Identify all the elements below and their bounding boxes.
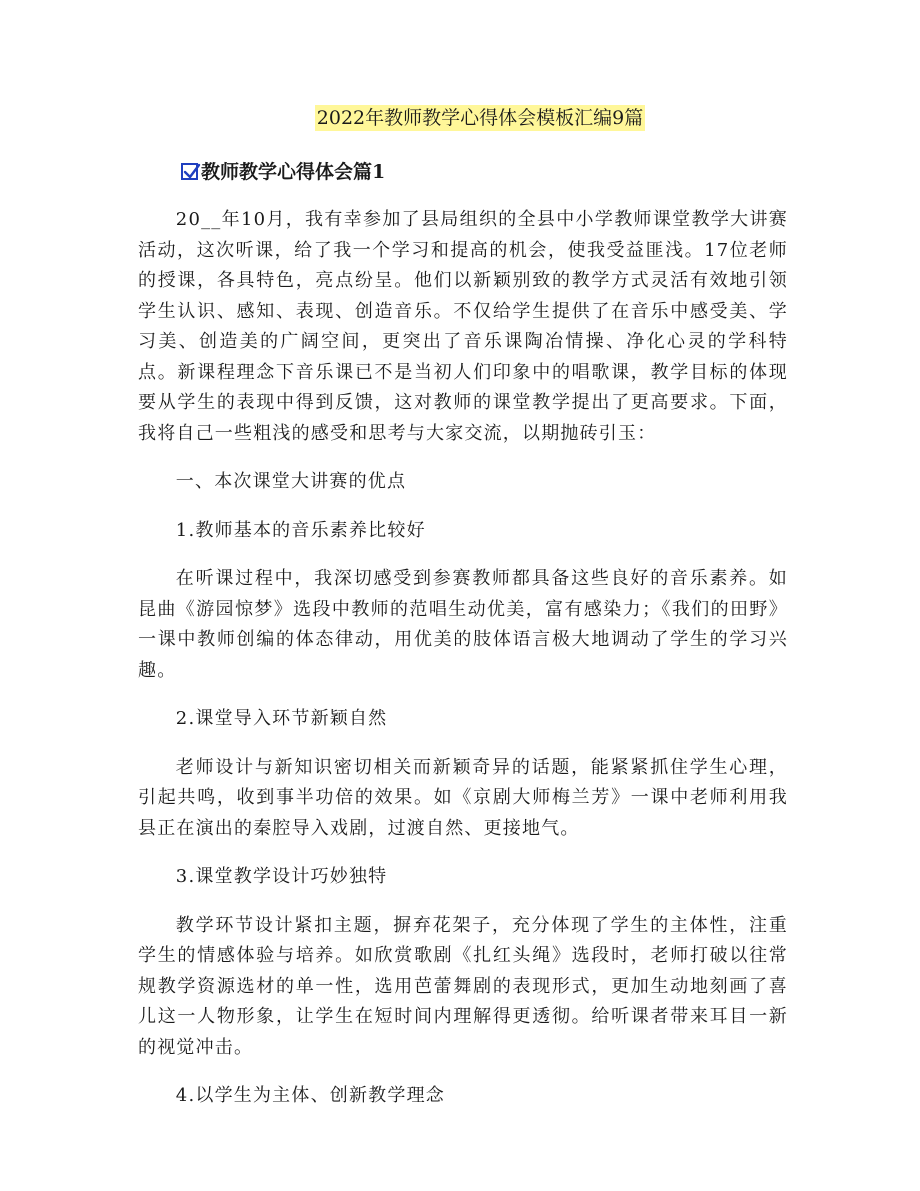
section-heading: [181, 158, 385, 186]
section-heading-text: 教师教学心得体会篇1: [201, 161, 386, 183]
document-title: 2022年教师教学心得体会模板汇编9篇: [316, 107, 644, 129]
checked-box-icon: [181, 163, 198, 180]
paragraph-3: 教学环节设计紧扣主题，摒弃花架子，充分体现了学生的主体性，注重学生的情感体验与培养。如欣赏歌剧《扎红头绳》选段时，老师打破以往常规教学资源选材的单一性，选用芭蕾舞剧的表现形式，更加生动地刻画了喜儿这一人物形象，让学生在短时间内理解得更透彻。给听课者带来耳目一新的视觉冲击。: [138, 914, 788, 1058]
item-heading-4: 4.以学生为主体、创新教学理念: [175, 1085, 445, 1106]
item-heading-1: 1.教师基本的音乐素养比较好: [175, 519, 426, 541]
paragraph-1: 在听课过程中，我深切感受到参赛教师都具备这些良好的音乐素养。如昆曲《游园惊梦》选段中教师的范唱生动优美，富有感染力；《我们的田野》一课中教师创编的体态律动，用优美的肢体语言极大地调动了学生的学习兴趣。: [138, 568, 788, 681]
title-container: [0, 105, 920, 131]
subheading-advantages: 一、本次课堂大讲赛的优点: [175, 471, 407, 492]
paragraph-2: 老师设计与新知识密切相关而新颖奇异的话题，能紧紧抓住学生心理，引起共鸣，收到事半功倍的效果。如《京剧大师梅兰芳》一课中老师利用我县正在演出的秦腔导入戏剧，过渡自然、更接地气。: [138, 756, 788, 839]
document-body: [138, 205, 788, 1112]
item-heading-3: 3.课堂教学设计巧妙独特: [175, 866, 388, 887]
item-heading-2: 2.课堂导入环节新颖自然: [175, 708, 388, 729]
paragraph-intro: 20__年10月，我有幸参加了县局组织的全县中小学教师课堂教学大讲赛活动，这次听课，给了我一个学习和提高的机会，使我受益匪浅。17位老师的授课，各具特色，亮点纷呈。他们以新颖别致的教学方式灵活有效地引领学生认识、感知、表现、创造音乐。不仅给学生提供了在音乐中感受美、学习美、创造美的广阔空间，更突出了音乐课陶冶情操、净化心灵的学科特点。新课程理念下音乐课已不是当初人们印象中的唱歌课，教学目标的体现要从学生的表现中得到反馈，这对教师的课堂教学提出了更高要求。下面，我将自己一些粗浅的感受和思考与大家交流，以期抛砖引玉：: [138, 209, 788, 444]
